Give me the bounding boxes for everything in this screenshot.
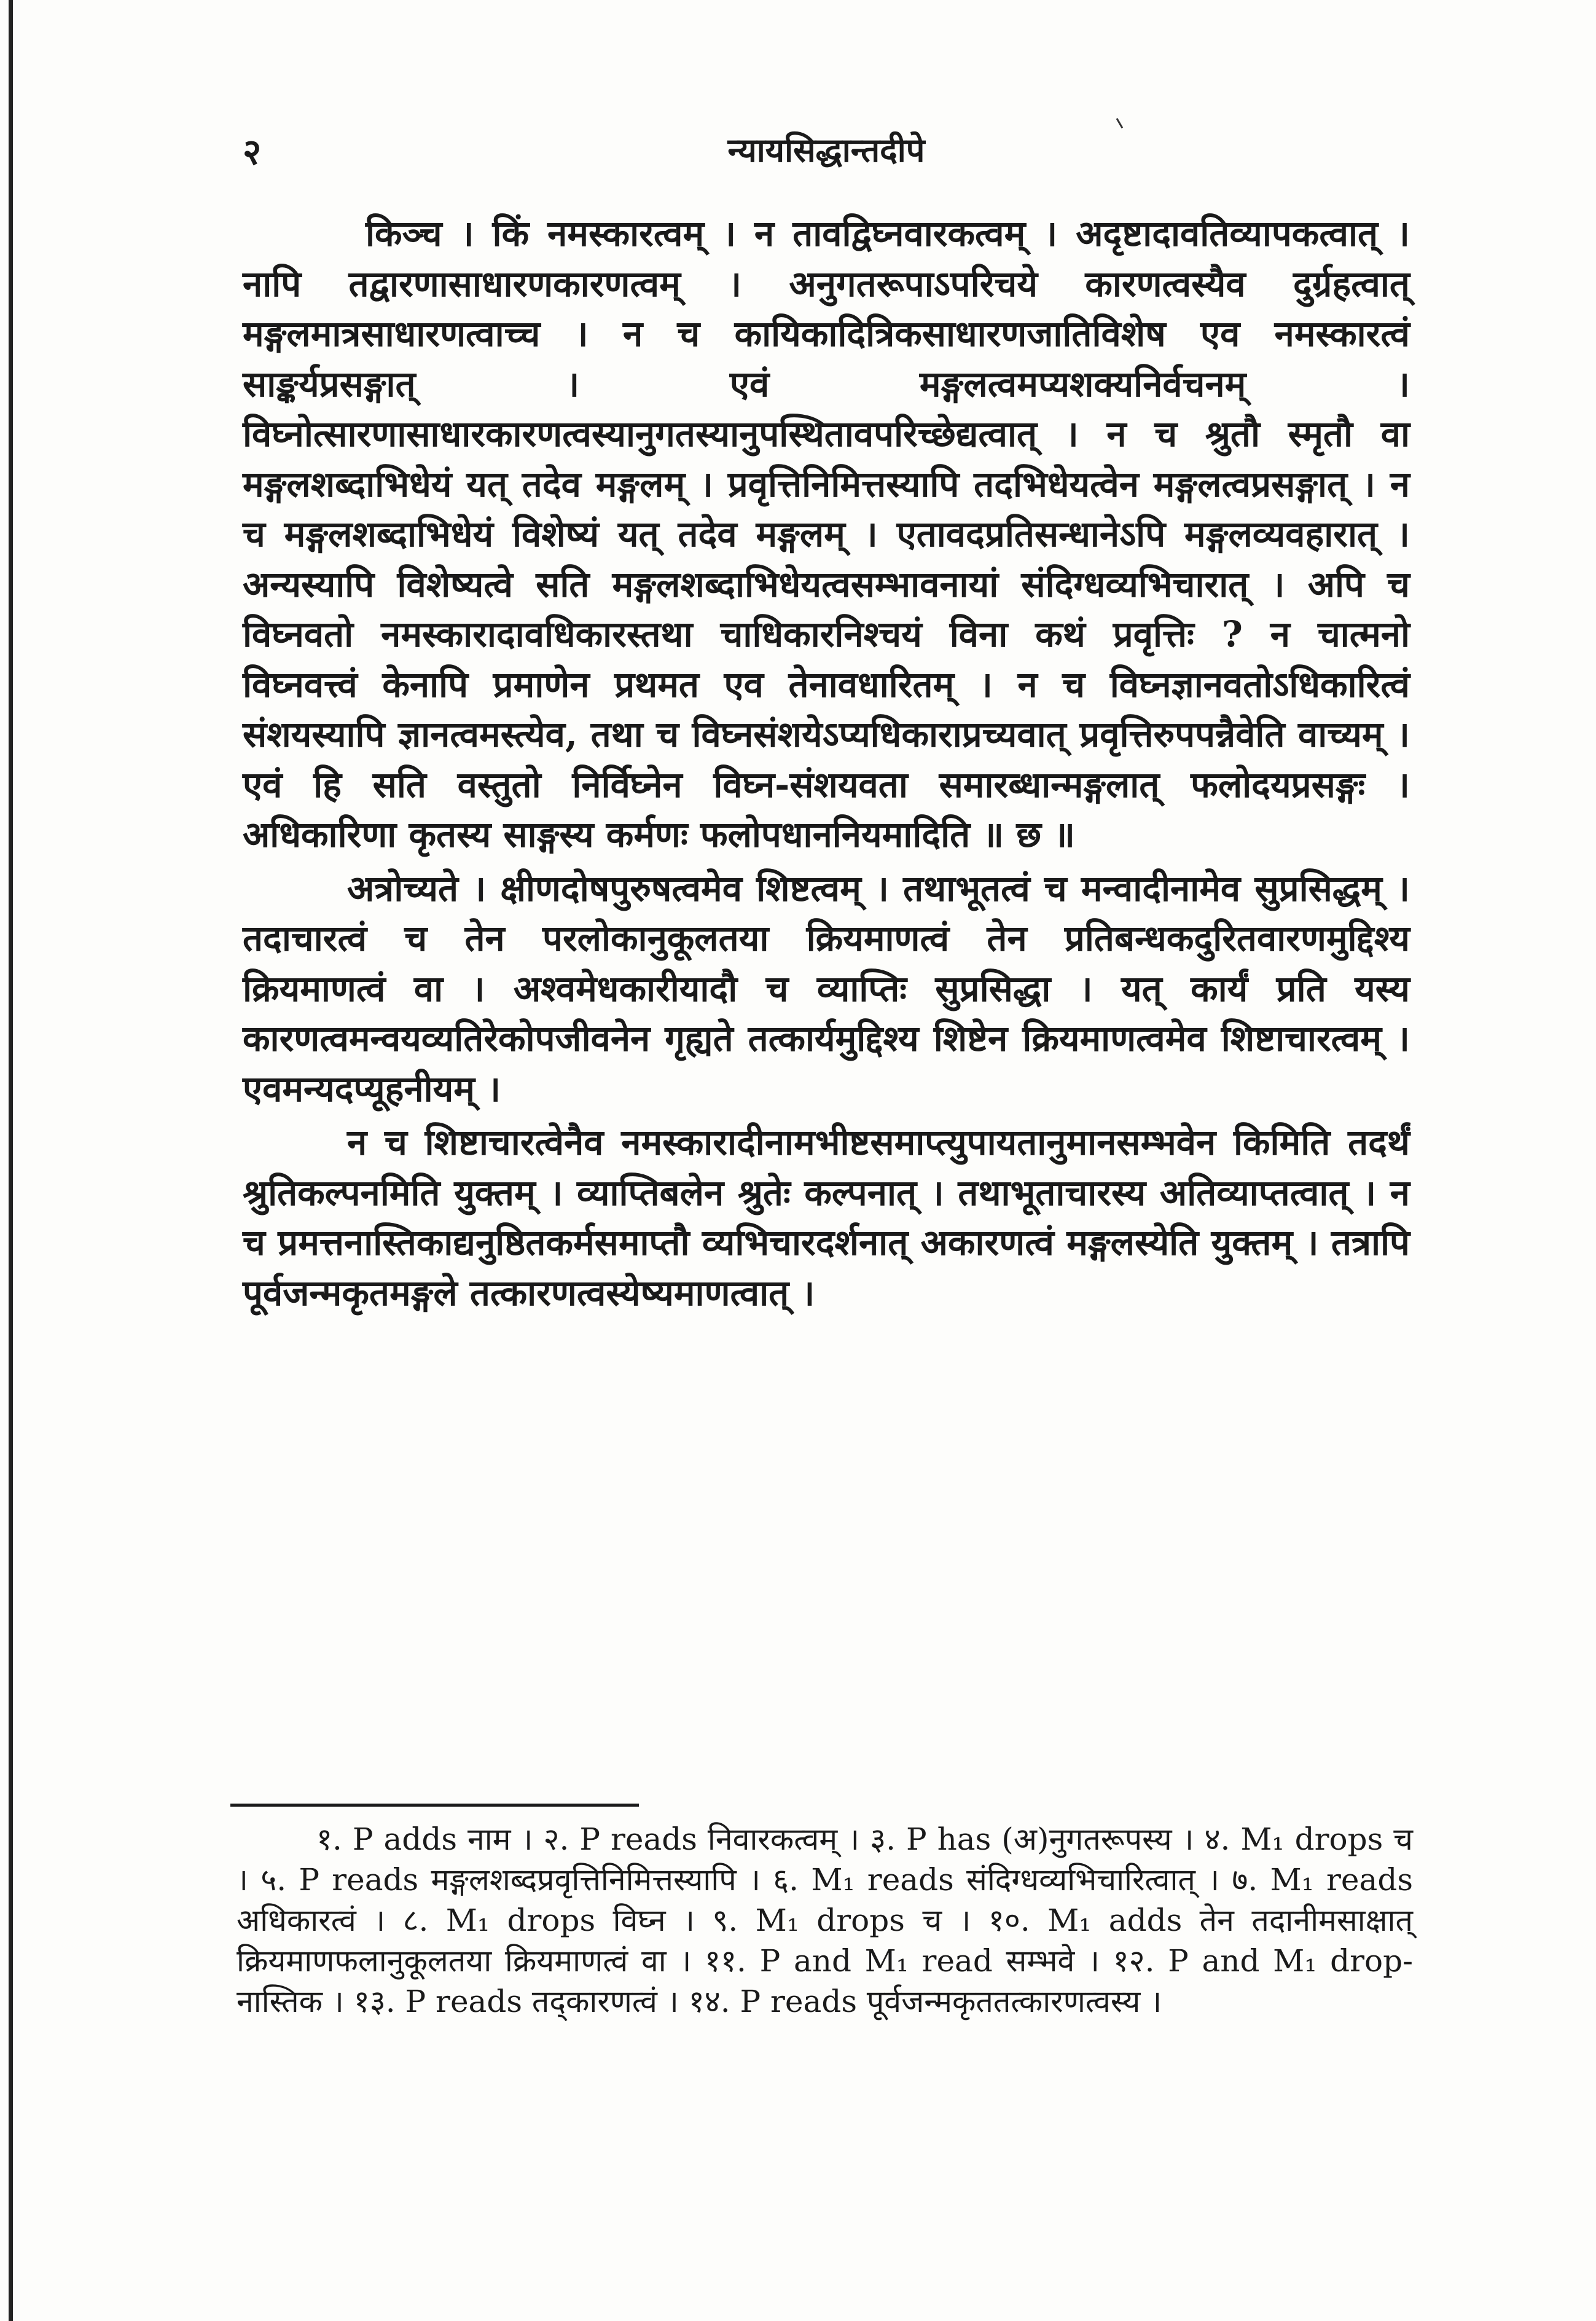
footnote-divider	[230, 1804, 639, 1807]
running-title: न्यायसिद्धान्तदीपे	[727, 130, 925, 170]
paragraph-3: न च शिष्टाचारत्वेनैव नमस्कारादीनामभीष्टसमाप्त्युपायतानुमानसम्भवेन किमिति तदर्थं श्रुतिकल्पनमिति युक्तम् । व्याप्तिबलेन श्रुतेः कल्पनात् । तथाभूताचारस्य अतिव्याप्तत्वात् । न च प्रमत्तनास्तिकाद्यनुष्ठितकर्मसमाप्तौ व्यभिचारदर्शनात् अकारणत्वं मङ्गलस्येति युक्तम् । तत्रापि पूर्वजन्मकृतमङ्गले तत्कारणत्वस्येष्यमाणत्वात् ।	[243, 1121, 1410, 1314]
footnote-text: १. P adds नाम । २. P reads निवारकत्वम् । ३. P has (अ)नुगतरूपस्य । ४. M₁ drops च । ५. P reads मङ्गलशब्दप्रवृत्तिनिमित्तस्यापि । ६. M₁ reads संदिग्धव्यभिचारित्वात् । ७. M₁ reads अधिकारत्वं । ८. M₁ drops विघ्न । ९. M₁ drops च । १०. M₁ adds तेन तदानीमसाक्षात् क्रियमाणफलानुकूलतया क्रियमाणत्वं वा । ११. P and M₁ read सम्भवे । १२. P and M₁ drop-नास्तिक । १३. P reads तद्कारणत्वं । १४. P reads पूर्वजन्मकृततत्कारणत्वस्य ।	[237, 1821, 1413, 2019]
paragraph-1: किञ्च । किं नमस्कारत्वम् । न तावद्विघ्नवारकत्वम् । अदृष्टादावतिव्यापकत्वात् । नापि तद्वारणासाधारणकारणत्वम् । अनुगतरूपाऽपरिचये कारणत्वस्यैव दुर्ग्रहत्वात् मङ्गलमात्रसाधारणत्वाच्च । न च कायिकादित्रिकसाधारणजातिविशेष एव नमस्कारत्वं साङ्कर्यप्रसङ्गात् । एवं मङ्गलत्वमप्यशक्यनिर्वचनम् । विघ्नोत्सारणासाधारकारणत्वस्यानुगतस्यानुपस्थितावपरिच्छेद्यत्वात् । न च श्रुतौ स्मृतौ वा मङ्गलशब्दाभिधेयं यत् तदेव मङ्गलम् । प्रवृत्तिनिमित्तस्यापि तदभिधेयत्वेन मङ्गलत्वप्रसङ्गात् । न च मङ्गलशब्दाभिधेयं विशेष्यं यत् तदेव मङ्गलम् । एतावदप्रतिसन्धानेऽपि मङ्गलव्यवहारात् । अन्यस्यापि विशेष्यत्वे सति मङ्गलशब्दाभिधेयत्वसम्भावनायां संदिग्धव्यभिचारात् । अपि च विघ्नवतो नमस्कारादावधिकारस्तथा चाधिकारनिश्चयं विना कथं प्रवृत्तिः ? न चात्मनो विघ्नवत्त्वं केनापि प्रमाणेन प्रथमत एव तेनावधारितम् । न च विघ्नज्ञानवतोऽधिकारित्वं संशयस्यापि ज्ञानत्वमस्त्येव, तथा च विघ्नसंशयेऽप्यधिकाराप्रच्यवात् प्रवृत्तिरुपपन्नैवेति वाच्यम् । एवं हि सति वस्तुतो निर्विघ्नेन विघ्न-संशयवता समारब्धान्मङ्गलात् फलोदयप्रसङ्गः । अधिकारिणा कृतस्य साङ्गस्य कर्मणः फलोपधाननियमादिति ॥ छ ॥	[243, 213, 1410, 855]
footnotes	[237, 1819, 1413, 2022]
main-text	[243, 209, 1410, 1318]
page-edge-shadow	[9, 0, 13, 2321]
page-header	[243, 126, 1410, 175]
page-number: २	[243, 131, 262, 173]
paragraph-2: अत्रोच्यते । क्षीणदोषपुरुषत्वमेव शिष्टत्वम् । तथाभूतत्वं च मन्वादीनामेव सुप्रसिद्धम् । तदाचारत्वं च तेन परलोकानुकूलतया क्रियमाणत्वं तेन प्रतिबन्धकदुरितवारणमुद्दिश्य क्रियमाणत्वं वा । अश्वमेधकारीयादौ च व्याप्तिः सुप्रसिद्धा । यत् कार्यं प्रति यस्य कारणत्वमन्वयव्यतिरेकोपजीवनेन गृह्यते तत्कार्यमुद्दिश्य शिष्टेन क्रियमाणत्वमेव शिष्टाचारत्वम् । एवमन्यदप्यूहनीयम् ।	[243, 867, 1410, 1110]
